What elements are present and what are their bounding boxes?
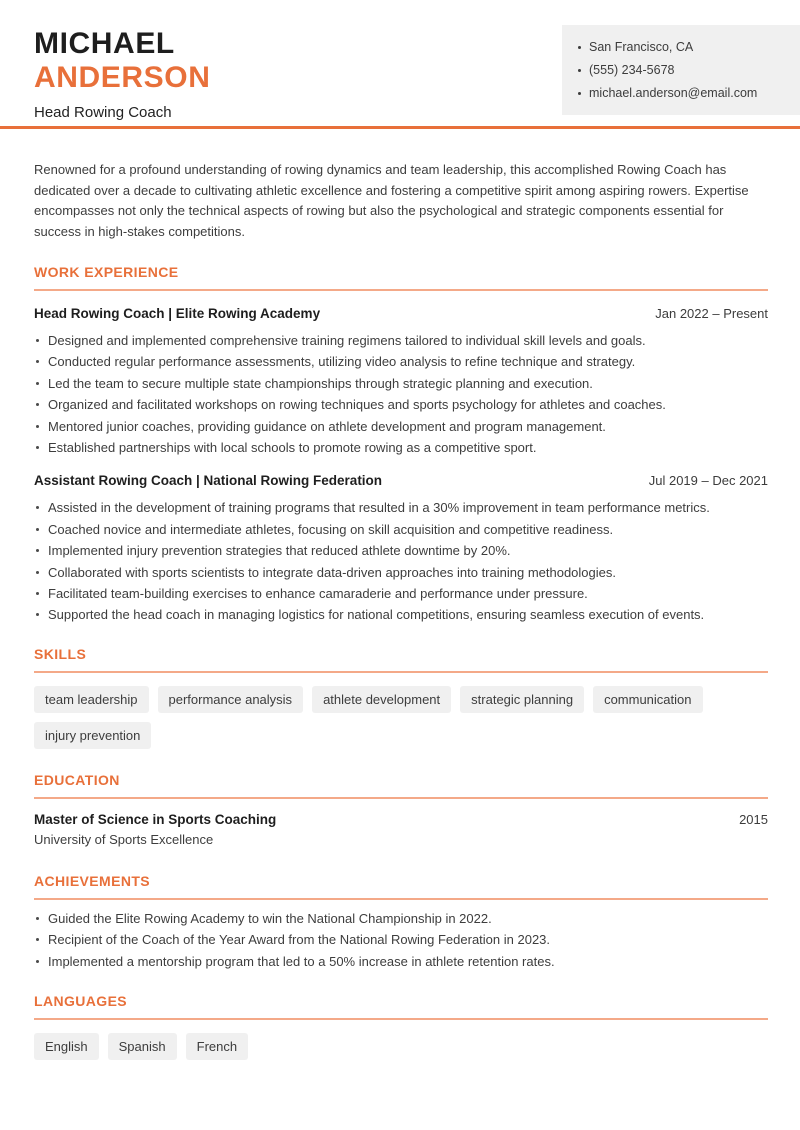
achievement-bullet: Implemented a mentorship program that led to a 50% increase in athlete retention rates.	[34, 951, 768, 972]
job-bullet-list	[34, 330, 768, 458]
education-heading: EDUCATION	[34, 772, 768, 799]
contact-list	[578, 36, 800, 105]
education-year: 2015	[739, 811, 768, 827]
skill-tag: strategic planning	[460, 686, 584, 713]
education-entry	[34, 812, 768, 827]
job-header	[34, 306, 768, 321]
section-work-experience	[34, 264, 768, 626]
job-dates: Jan 2022 – Present	[655, 306, 768, 321]
skill-tag: team leadership	[34, 686, 149, 713]
skills-heading: SKILLS	[34, 646, 768, 673]
skill-tag: performance analysis	[158, 686, 304, 713]
section-achievements	[34, 873, 768, 972]
contact-item: (555) 234-5678	[578, 59, 800, 82]
achievement-bullet: Guided the Elite Rowing Academy to win the National Championship in 2022.	[34, 908, 768, 929]
skill-tag: athlete development	[312, 686, 451, 713]
job-bullet: Established partnerships with local schools to promote rowing as a competitive sport.	[34, 437, 768, 458]
job-bullet: Led the team to secure multiple state championships through strategic planning and execution.	[34, 373, 768, 394]
job-bullet: Facilitated team-building exercises to enhance camaraderie and performance under pressure.	[34, 583, 768, 604]
skill-tag: communication	[593, 686, 702, 713]
education-school: University of Sports Excellence	[34, 831, 214, 847]
job-entry	[34, 306, 768, 458]
section-education	[34, 772, 768, 847]
language-tag-row	[34, 1033, 768, 1060]
education-degree: Master of Science in Sports Coaching	[34, 811, 277, 827]
resume-body	[0, 129, 800, 1060]
skill-tag: injury prevention	[34, 722, 151, 749]
language-tag: French	[186, 1033, 248, 1060]
job-bullet: Assisted in the development of training programs that resulted in a 30% improvement in team performance metrics.	[34, 497, 768, 518]
skill-tag-row	[34, 686, 768, 749]
job-entry	[34, 473, 768, 625]
job-list	[34, 306, 768, 626]
section-languages	[34, 993, 768, 1060]
achievement-bullet: Recipient of the Coach of the Year Award from the National Rowing Federation in 2023.	[34, 929, 768, 950]
language-tag: English	[34, 1033, 99, 1060]
job-title: Head Rowing Coach | Elite Rowing Academy	[34, 306, 321, 321]
first-name: MICHAEL	[34, 27, 175, 60]
contact-item: michael.anderson@email.com	[578, 82, 800, 105]
language-tag: Spanish	[108, 1033, 177, 1060]
job-bullet: Collaborated with sports scientists to integrate data-driven approaches into training methodologies.	[34, 562, 768, 583]
work-experience-heading: WORK EXPERIENCE	[34, 264, 768, 291]
languages-heading: LANGUAGES	[34, 993, 768, 1020]
header	[0, 0, 800, 129]
job-title: Assistant Rowing Coach | National Rowing Federation	[34, 473, 383, 489]
job-bullet: Designed and implemented comprehensive training regimens tailored to individual skill levels and goals.	[34, 330, 768, 351]
job-dates: Jul 2019 – Dec 2021	[648, 473, 768, 489]
job-bullet: Organized and facilitated workshops on rowing techniques and sports psychology for athletes and coaches.	[34, 394, 768, 415]
summary-paragraph: Renowned for a profound understanding of rowing dynamics and team leadership, this accomplished Rowing Coach has dedicated over a decade to cultivating athletic excellence and fostering a competitive spirit among aspiring rowers. Expertise encompasses not only the technical aspects of rowing but also the psychological and strategic components essential for success in high-stakes competitions.	[34, 162, 749, 239]
contact-box	[562, 25, 800, 115]
job-bullet: Supported the head coach in managing logistics for national competitions, ensuring seamless execution of events.	[34, 604, 768, 625]
job-bullet: Conducted regular performance assessments, utilizing video analysis to refine technique and strategy.	[34, 351, 768, 372]
job-bullet: Mentored junior coaches, providing guidance on athlete development and program management.	[34, 416, 768, 437]
section-skills	[34, 646, 768, 749]
contact-item: San Francisco, CA	[578, 36, 800, 59]
header-job-title: Head Rowing Coach	[34, 104, 172, 121]
job-bullet: Coached novice and intermediate athletes, focusing on skill acquisition and competitive readiness.	[34, 519, 768, 540]
job-header	[34, 473, 768, 488]
achievements-heading: ACHIEVEMENTS	[34, 873, 768, 900]
achievement-list	[34, 908, 768, 972]
job-bullet-list	[34, 497, 768, 625]
job-bullet: Implemented injury prevention strategies that reduced athlete downtime by 20%.	[34, 540, 768, 561]
last-name: ANDERSON	[34, 61, 211, 94]
